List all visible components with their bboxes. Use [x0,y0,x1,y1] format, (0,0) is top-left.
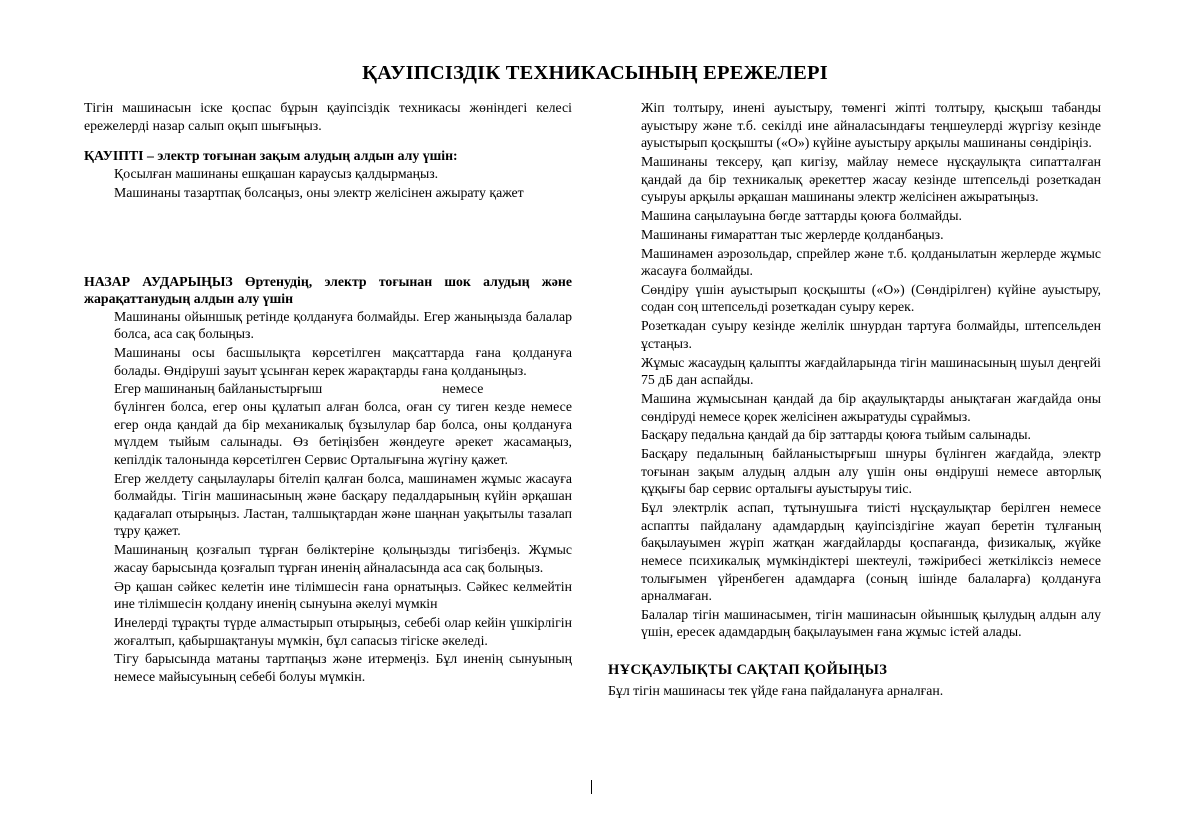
safety-item: Машинаны тексеру, қап кигізу, майлау немесе нұсқаулықта сипатталған қандай да бір техникалық әрекеттер жасау кезінде штепсельді розеткадан суыруы арқылы әрқашан машинаны электр желісінен ажыратыңыз. [641,153,1101,205]
safety-item: Жіп толтыру, инені ауыстыру, төменгі жіпті толтыру, қысқыш табанды ауыстыру және т.б. секілді ине айналасындағы теңшеулерді жүргізу кезінде ауыстырып қосқышты («О») күйіне ауыстыру арқылы машинаны сөндіріңіз. [641,100,1101,151]
safety-item: Машина жұмысынан қандай да бір ақаулықтарды анықтаған жағдайда оны сөндіруді немесе қорек желісінен ажыратуды сұраймыз. [641,391,1101,424]
right-column [608,99,1101,701]
attention-item: Машинаны ойыншық ретінде қолдануға болмайды. Егер жаныңызда балалар болса, аса сақ болыңыз. [114,308,572,342]
safety-item: Розеткадан суыру кезінде желілік шнурдан тартуға болмайды, штепсельден ұстаңыз. [641,318,1101,351]
keep-manual-text: Бұл тігін машинасы тек үйде ғана пайдалануға арналған. [608,682,944,698]
safety-item: Сөндіру үшін ауыстырып қосқышты («О») (Сөндірілген) күйіне ауыстыру, содан соң штепсельді розеткадан суыру керек. [641,281,1101,315]
safety-item: Машинамен аэрозольдар, спрейлер және т.б. қолданылатын жерлерде жұмыс жасауға болмайды. [641,245,1101,279]
split-line-end: немесе [442,381,484,397]
attention-item: Тігу барысында матаны тартпаңыз және итермеңіз. Бұл иненің сынуының немесе майысуының себебі болуы мүмкін. [114,651,572,684]
safety-item: Машина саңылауына бөгде заттарды қоюға болмайды. [641,207,963,223]
danger-item: Машинаны тазартпақ болсаңыз, оны электр желісінен ажырату қажет [114,184,524,200]
safety-item: Жұмыс жасаудың қалыпты жағдайларында тігін машинасының шуыл деңгейі 75 дБ дан аспайды. [641,354,1101,388]
attention-item: Машинаны осы басшылықта көрсетілген мақсаттарда ғана қолдануға болады. Өндіруші зауыт ұсынған керек жарақтарды ғана қолданыңыз. [114,345,572,378]
attention-item: Машинаның қозғалып тұрған бөліктеріне қолыңызды тигізбеңіз. Жұмыс жасау барысында қозғалып тұрған иненің айналасында аса сақ болыңыз. [114,542,572,575]
attention-item-continuation: бүлінген болса, егер оны құлатып алған болса, оған су тиген кезде немесе егер онда қандай да бір механикалық бұзылулар бар болса, оны қолдануға мүлдем тыйым салынады. Өз бетіңізбен жөндеуге әрекет жасамаңыз, кепілдік талонында көрсетілген Сервис Орталығына жүгіну қажет. [114,399,572,467]
safety-item: Бұл электрлік аспап, тұтынушыға тиісті нұсқаулықтар берілген немесе аспапты пайдалану адамдардың қауіпсіздігіне жауап беретін тұлғаның бақылауымен жүріп жатқан жағдайларды қоспағанда, физикалық, жүйке немесе психикалық мүмкіндіктері шектеулі, тәжірибесі жеткіліксіз немесе толығымен үйренбеген адамдарға (соның ішінде балаларға) қолдануға арналмаған. [641,500,1101,604]
attention-item-split-line [84,380,572,398]
danger-heading: ҚАУІПТІ – электр тоғынан зақым алудың алдын алу үшін: [84,148,458,164]
safety-item: Басқару педальна қандай да бір заттарды қоюға тыйым салынады. [641,427,1031,443]
attention-item: Инелерді тұрақты түрде алмастырып отырыңыз, себебі олар кейін үшкірлігін жоғалтып, қабыршақтануы мүмкін, бұл сапасыз тігіске әкеледі. [114,614,572,648]
safety-item: Балалар тігін машинасымен, тігін машинасын ойыншық қылудың алдын алу үшін, ересек адамдардың бақылауымен ғана жұмыс істей алады. [641,606,1101,640]
split-line-start: Егер машинаның байланыстырғыш [114,381,323,397]
page-title: ҚАУІПСІЗДІК ТЕХНИКАСЫНЫҢ ЕРЕЖЕЛЕРІ [362,62,828,84]
keep-manual-heading: НҰСҚАУЛЫҚТЫ САҚТАП ҚОЙЫҢЫЗ [608,662,888,679]
attention-item: Егер желдету саңылаулары бітеліп қалған болса, машинамен жұмыс жасауға болмайды. Тігін машинасының және басқару педалдарының күйін әрқашан қадағалап отырыңыз. Ластан, талшықтардан және шаңнан уақытылы тазалап тұру қажет. [114,470,572,539]
danger-item: Қосылған машинаны ешқашан караусыз қалдырмаңыз. [114,165,439,181]
attention-item: Әр қашан сәйкес келетін ине тілімшесін ғана орнатыңыз. Сәйкес келмейтін ине тілімшесін қолдану иненің сынуына әкелуі мүмкін [114,578,572,612]
intro-paragraph: Тігін машинасын іске қоспас бұрын қауіпсіздік техникасы жөніндегі келесі ережелерді назар салып оқып шығыңыз. [84,100,572,133]
safety-item: Басқару педалының байланыстырғыш шнуры бүлінген жағдайда, электр тоғынан зақым алудың алдын алу үшін оны өндіруші немесе авторлық құқығы бар сервис орталығы ауыстыруы тиіс. [641,446,1101,497]
page-divider-mark [591,780,592,794]
left-column [84,99,572,687]
safety-item: Машинаны ғимараттан тыс жерлерде қолданбаңыз. [641,226,944,242]
attention-heading: НАЗАР АУДАРЫҢЫЗ Өртенудің, электр тоғынан шок алудың және жарақаттанудың алдын алу үшін [84,273,572,307]
